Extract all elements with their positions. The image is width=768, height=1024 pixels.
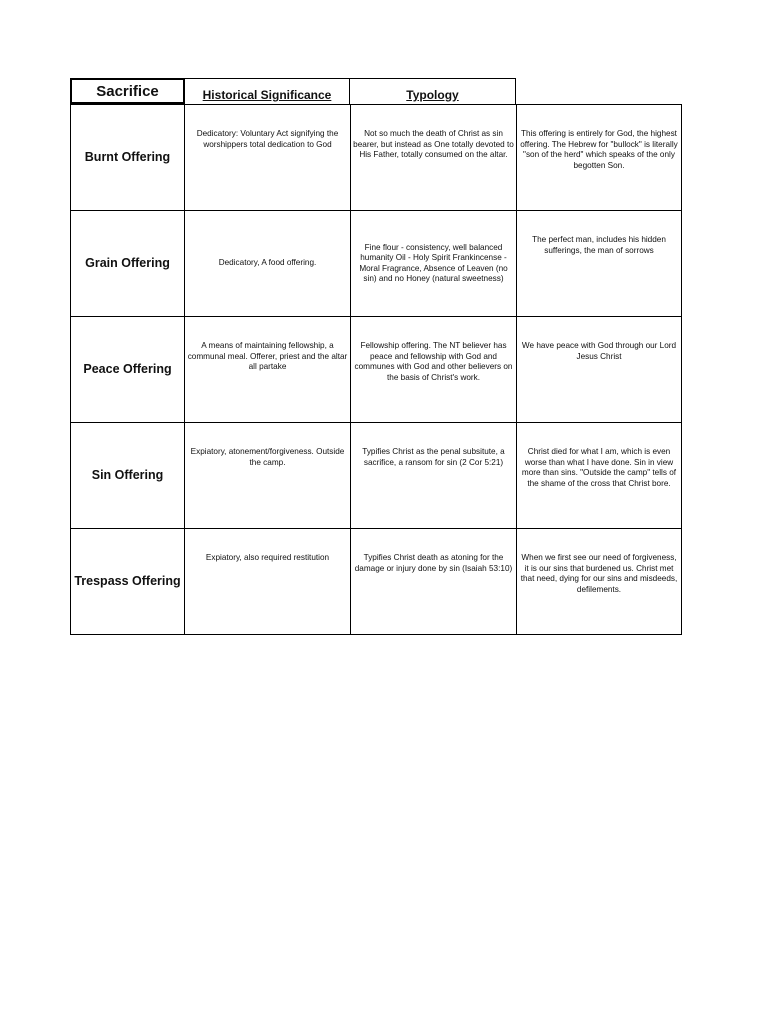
historical-cell: Expiatory, atonement/forgiveness. Outside the camp. xyxy=(185,423,351,529)
header-sacrifice: Sacrifice xyxy=(70,78,185,104)
notes-cell: We have peace with God through our Lord Jesus Christ xyxy=(517,317,682,423)
typology-cell: Typifies Christ death as atoning for the damage or injury done by sin (Isaiah 53:10) xyxy=(351,529,517,635)
offerings-table xyxy=(70,78,682,635)
table-body xyxy=(70,104,682,635)
sacrifice-name: Sin Offering xyxy=(71,423,185,529)
table-header xyxy=(70,78,682,104)
table-row xyxy=(71,105,682,211)
historical-cell: Dedicatory: Voluntary Act signifying the worshippers total dedication to God xyxy=(185,105,351,211)
table-row xyxy=(71,317,682,423)
notes-cell: Christ died for what I am, which is even worse than what I have done. Sin in view more than sins. "Outside the camp" tells of the shame of the cross that Christ bore. xyxy=(517,423,682,529)
sacrifice-name: Peace Offering xyxy=(71,317,185,423)
historical-cell: Dedicatory, A food offering. xyxy=(185,211,351,317)
historical-cell: A means of maintaining fellowship, a communal meal. Offerer, priest and the altar all partake xyxy=(185,317,351,423)
notes-cell: When we first see our need of forgiveness, it is our sins that burdened us. Christ met that need, dying for our sins and misdeeds, defilements. xyxy=(517,529,682,635)
typology-cell: Not so much the death of Christ as sin bearer, but instead as One totally devoted to His Father, totally consumed on the altar. xyxy=(351,105,517,211)
table-row xyxy=(71,529,682,635)
historical-cell: Expiatory, also required restitution xyxy=(185,529,351,635)
header-blank xyxy=(516,78,682,104)
header-typology: Typology xyxy=(350,78,516,104)
sacrifice-name: Trespass Offering xyxy=(71,529,185,635)
typology-cell: Fellowship offering. The NT believer has peace and fellowship with God and communes with God and other believers on the basis of Christ's work. xyxy=(351,317,517,423)
table-row xyxy=(71,211,682,317)
sacrifice-name: Burnt Offering xyxy=(71,105,185,211)
sacrifice-name: Grain Offering xyxy=(71,211,185,317)
notes-cell: This offering is entirely for God, the highest offering. The Hebrew for "bullock" is literally "son of the herd" which speaks of the only begotten Son. xyxy=(517,105,682,211)
header-historical-significance: Historical Significance xyxy=(185,78,350,104)
table-row xyxy=(71,423,682,529)
notes-cell: The perfect man, includes his hidden sufferings, the man of sorrows xyxy=(517,211,682,317)
typology-cell: Fine flour - consistency, well balanced humanity Oil - Holy Spirit Frankincense - Moral Fragrance, Absence of Leaven (no sin) and no Honey (natural sweetness) xyxy=(351,211,517,317)
typology-cell: Typifies Christ as the penal subsitute, a sacrifice, a ransom for sin (2 Cor 5:21) xyxy=(351,423,517,529)
